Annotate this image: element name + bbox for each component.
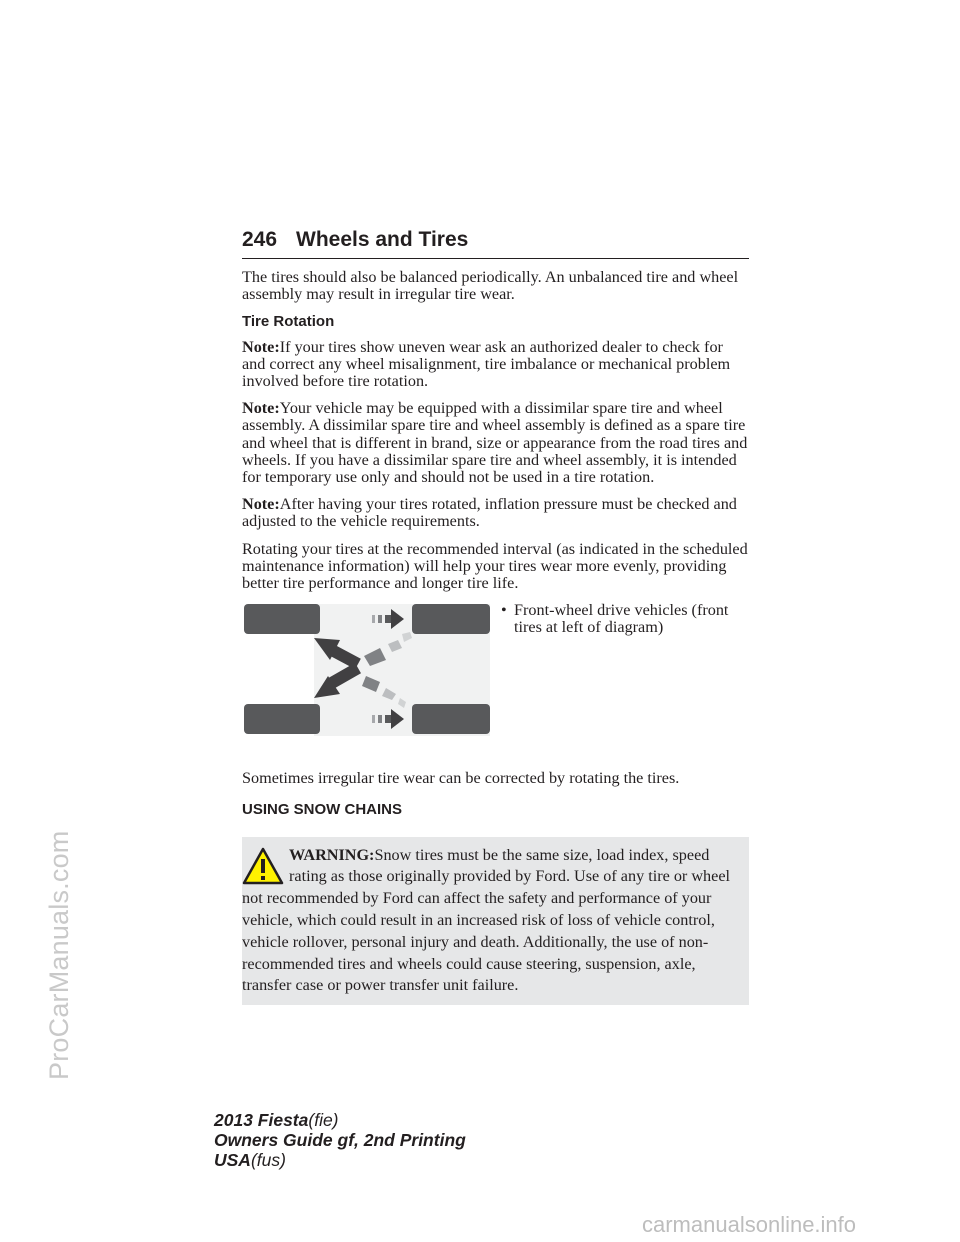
irregular-wear-paragraph: Sometimes irregular tire wear can be corrected by rotating the tires. <box>242 769 680 788</box>
page-number: 246 <box>242 228 278 251</box>
section-title: Wheels and Tires <box>296 228 469 251</box>
note-text: If your tires show uneven wear ask an authorized dealer to check for and correct any wheel misalignment, tire imbalance or mechanical problem involved before tire rotation. <box>242 337 731 391</box>
footer-guide: Owners Guide gf, 2nd Printing <box>214 1130 466 1150</box>
footer-market-code: (fus) <box>250 1150 286 1170</box>
note-text: Your vehicle may be equipped with a dissimilar spare tire and wheel assembly. A dissimilar spare tire and wheel assembly is defined as a spare tire and wheel that is different in brand, size or appearance from the road tires and wheels. If you have a dissimilar spare tire and wheel assembly, it is intended for temporary use only and should not be used in a tire rotation. <box>242 399 748 487</box>
footer-guide-line <box>214 1130 466 1150</box>
note-paragraph <box>242 400 749 486</box>
note-paragraph <box>242 339 749 391</box>
tire-rear-left <box>412 604 490 634</box>
note-label: Note: <box>242 337 280 356</box>
warning-triangle-icon <box>242 847 284 885</box>
note-paragraph <box>242 496 749 530</box>
bullet-symbol: • <box>501 601 507 620</box>
tire-front-left <box>244 604 320 634</box>
snow-chains-heading: USING SNOW CHAINS <box>242 801 403 819</box>
note-label: Note: <box>242 399 280 418</box>
note-label: Note: <box>242 495 280 514</box>
tire-rotation-heading: Tire Rotation <box>242 313 335 331</box>
intro-paragraph: The tires should also be balanced periodically. An unbalanced tire and wheel assembly may result in irregular tire wear. <box>242 268 739 304</box>
tire-front-right <box>244 704 320 734</box>
warning-text: Snow tires must be the same size, load index, speed rating as those originally provided by Ford. Use of any tire or wheel not recommended by Ford can affect the safety and performance of your vehicle, which could result in an increased risk of loss of vehicle control, vehicle rollover, personal injury and death. Additionally, the use of non-recommended tires and wheels could cause steering, suspension, axle, transfer case or power transfer unit failure. <box>242 845 731 995</box>
bottom-watermark: carmanualsonline.info <box>642 1212 857 1237</box>
side-watermark: ProCarManuals.com <box>44 830 74 1080</box>
footer-model-line <box>214 1110 466 1130</box>
tire-rotation-section <box>242 602 749 738</box>
tire-rotation-diagram <box>242 602 490 738</box>
page-footer <box>214 1110 466 1170</box>
bullet-text: Front-wheel drive vehicles (front tires at left of diagram) <box>514 601 729 637</box>
page-header <box>242 228 749 259</box>
footer-market-line <box>214 1150 466 1170</box>
rotation-paragraph: Rotating your tires at the recommended interval (as indicated in the scheduled maintenance information) will help your tires wear more evenly, providing better tire performance and longer tire life. <box>242 539 748 593</box>
footer-model-code: (fie) <box>308 1110 339 1130</box>
warning-label: WARNING: <box>289 845 375 864</box>
page-content <box>242 269 749 1005</box>
footer-model: 2013 Fiesta <box>214 1110 309 1130</box>
bullet-item <box>491 602 749 636</box>
warning-box <box>242 837 749 1006</box>
footer-market: USA <box>214 1150 251 1170</box>
note-text: After having your tires rotated, inflation pressure must be checked and adjusted to the vehicle requirements. <box>242 495 737 531</box>
tire-rear-right <box>412 704 490 734</box>
